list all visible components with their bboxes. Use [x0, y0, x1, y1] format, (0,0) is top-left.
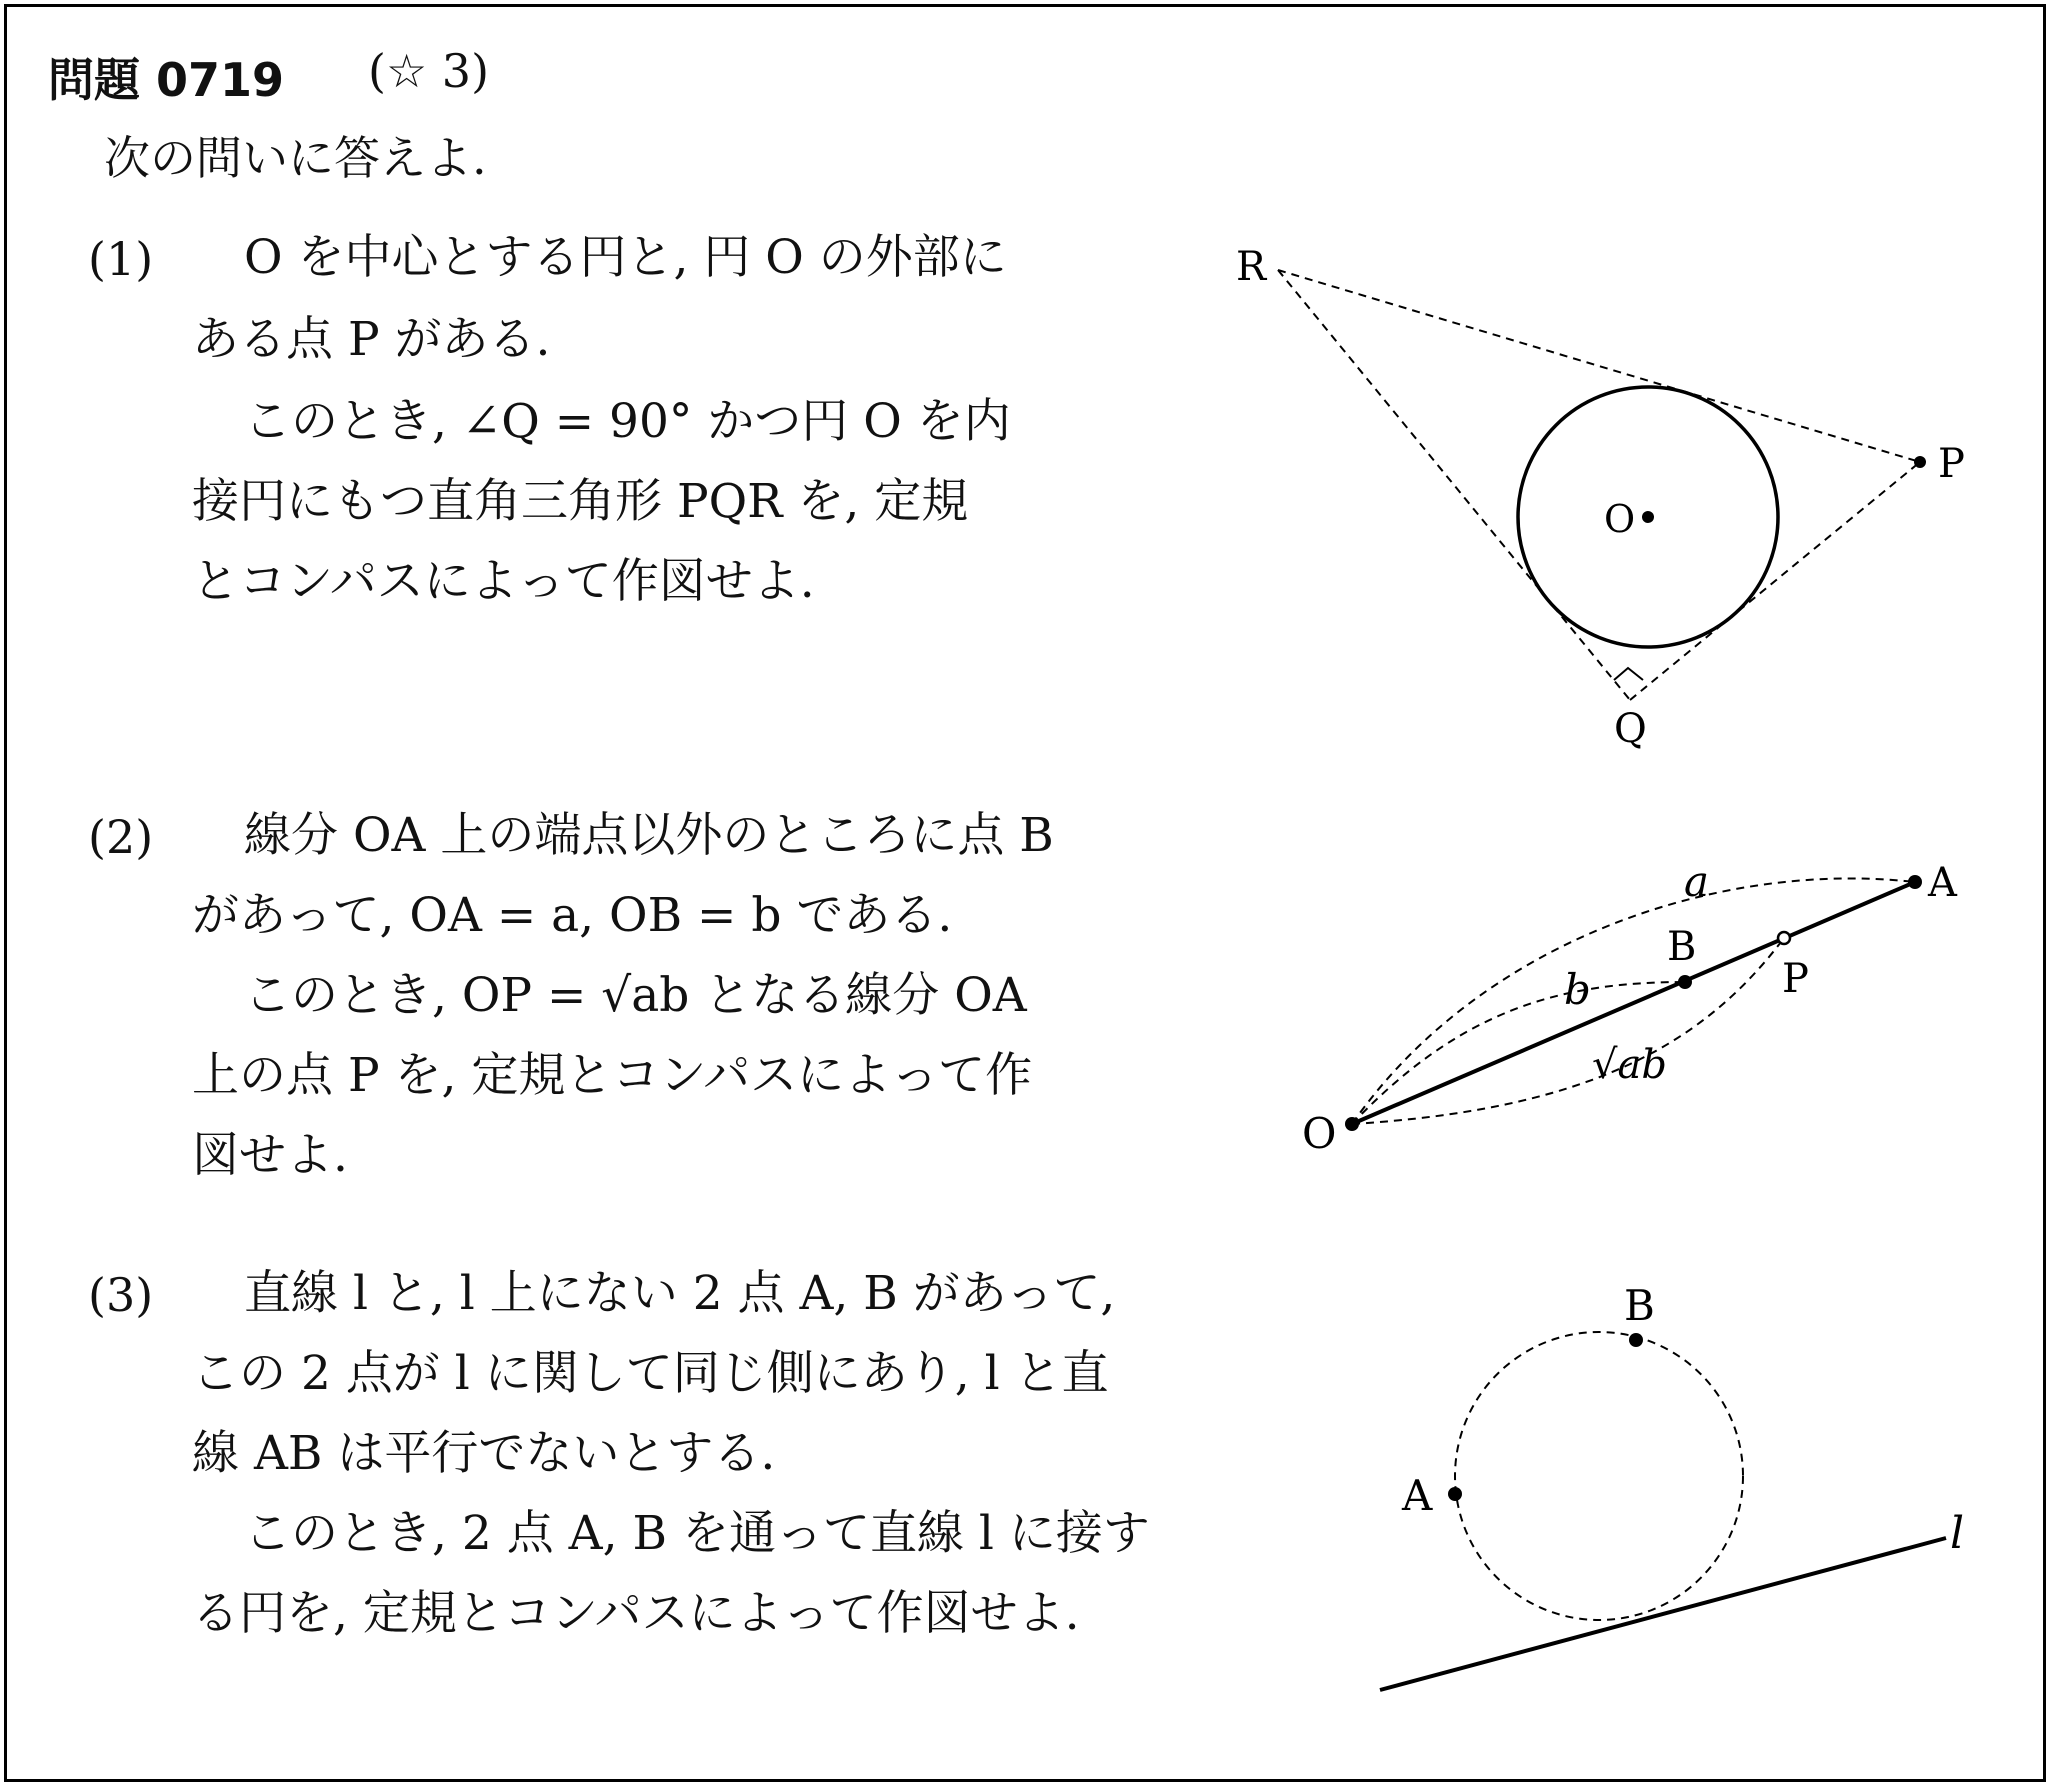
point-b: [1678, 975, 1692, 989]
label-p: P: [1938, 441, 1965, 487]
problem-2-line: 線分 OA 上の端点以外のところに点 B: [244, 808, 1054, 863]
label-a-length: a: [1684, 857, 1710, 906]
segment-rq: [1278, 270, 1630, 700]
label-b-length: b: [1564, 965, 1591, 1014]
label-o: O: [1604, 497, 1636, 541]
point-o: [1642, 511, 1654, 523]
problem-2-line: があって, OA = a, OB = b である.: [192, 888, 953, 943]
problem-3-line: る円を, 定規とコンパスによって作図せよ.: [192, 1586, 1080, 1641]
label-l: l: [1950, 1508, 1965, 1559]
point-b: [1629, 1333, 1643, 1347]
problem-title: 問題 0719: [48, 53, 285, 107]
problem-2-line: このとき, OP = √ab となる線分 OA: [244, 968, 1027, 1023]
label-sqrt-ab: √ab: [1592, 1042, 1667, 1088]
label-a: A: [1928, 860, 1957, 906]
problem-1-line: とコンパスによって作図せよ.: [192, 554, 815, 609]
tangent-circle: [1455, 1332, 1743, 1620]
label-p: P: [1782, 956, 1809, 1002]
line-l: [1380, 1538, 1946, 1690]
label-a: A: [1402, 1471, 1433, 1520]
point-o: [1345, 1117, 1359, 1131]
right-angle-mark: [1614, 668, 1643, 680]
problem-1-number: (1): [88, 232, 154, 286]
problem-3-number: (3): [88, 1268, 154, 1322]
difficulty-rating: (☆ 3): [368, 44, 490, 98]
problem-2-number: (2): [88, 810, 154, 864]
problem-3-line: この 2 点が l に関して同じ側にあり, l と直: [192, 1346, 1109, 1401]
figure-1: [1278, 270, 1920, 700]
point-a: [1908, 875, 1922, 889]
figure-3: [1380, 1332, 1946, 1690]
label-b: B: [1624, 1281, 1655, 1330]
problem-1-line: このとき, ∠Q = 90° かつ円 O を内: [244, 394, 1011, 449]
problem-2-line: 上の点 P を, 定規とコンパスによって作: [192, 1048, 1033, 1103]
label-q: Q: [1614, 706, 1647, 752]
label-o: O: [1302, 1109, 1337, 1158]
problem-1-line: ある点 P がある.: [192, 312, 551, 367]
problem-3-line: 線 AB は平行でないとする.: [192, 1426, 776, 1481]
problem-2-line: 図せよ.: [192, 1128, 348, 1183]
point-a: [1448, 1487, 1462, 1501]
problem-3-line: 直線 l と, l 上にない 2 点 A, B があって,: [244, 1266, 1116, 1321]
point-p: [1778, 932, 1790, 944]
point-p: [1914, 456, 1926, 468]
problem-3-line: このとき, 2 点 A, B を通って直線 l に接す: [244, 1506, 1150, 1561]
label-b: B: [1667, 924, 1697, 970]
problem-1-line: 接円にもつ直角三角形 PQR を, 定規: [192, 474, 969, 529]
label-r: R: [1236, 244, 1267, 290]
segment-rp: [1278, 270, 1920, 462]
problem-1-line: O を中心とする円と, 円 O の外部に: [244, 230, 1007, 285]
problem-prompt: 次の問いに答えよ.: [104, 131, 487, 185]
